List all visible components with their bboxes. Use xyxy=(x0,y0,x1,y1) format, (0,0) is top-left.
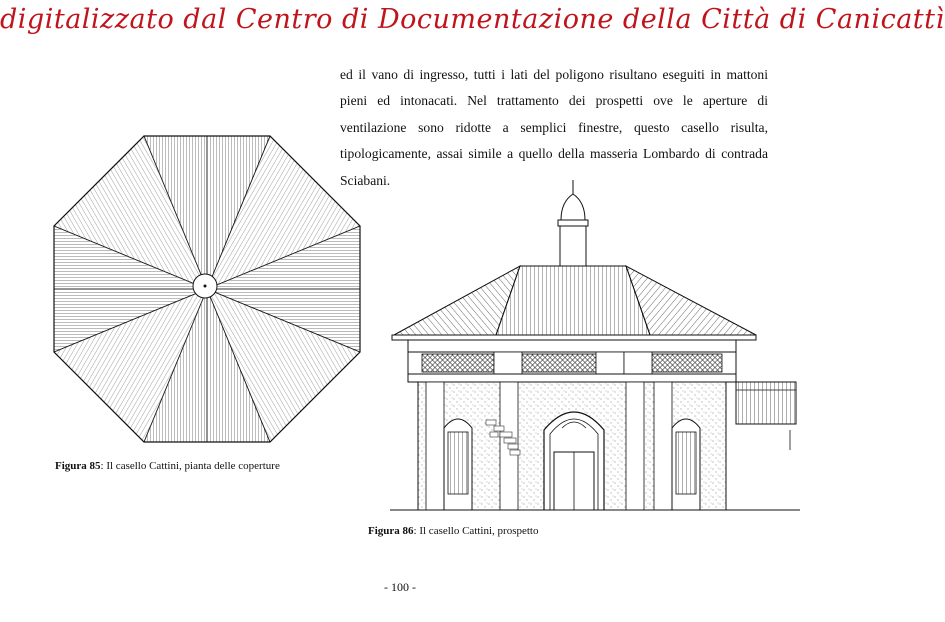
roof-plan-drawing xyxy=(54,136,360,442)
figure-86-text: : Il casello Cattini, prospetto xyxy=(413,525,539,537)
figure-86-caption xyxy=(368,525,538,537)
figure-85-label: Figura 85 xyxy=(55,460,101,472)
figure-86-label: Figura 86 xyxy=(368,525,414,537)
left-window xyxy=(444,419,472,510)
right-window xyxy=(672,419,700,510)
central-door xyxy=(544,412,604,510)
body-text: ed il vano di ingresso, tutti i lati del poligono risultano eseguiti in mattoni pieni ed intonacati. Nel trattamento dei prospetti ove le aperture di ventilazione sono ridotte a semplici finestre, questo casello risulta, tipologicamente, assai simile a quello della masseria Lombardo di contrada Sciabani. xyxy=(340,67,768,188)
figure-85-caption xyxy=(55,460,280,472)
side-railing xyxy=(736,382,796,450)
figure-85-text: : Il casello Cattini, pianta delle coperture xyxy=(100,460,280,472)
page-number: - 100 - xyxy=(384,580,416,594)
lattice-band xyxy=(408,352,736,374)
elevation-drawing xyxy=(390,180,800,520)
lantern xyxy=(558,180,588,266)
header-watermark: digitalizzato dal Centro di Documentazione della Città di Canicattì xyxy=(0,4,945,35)
roof xyxy=(392,266,756,340)
